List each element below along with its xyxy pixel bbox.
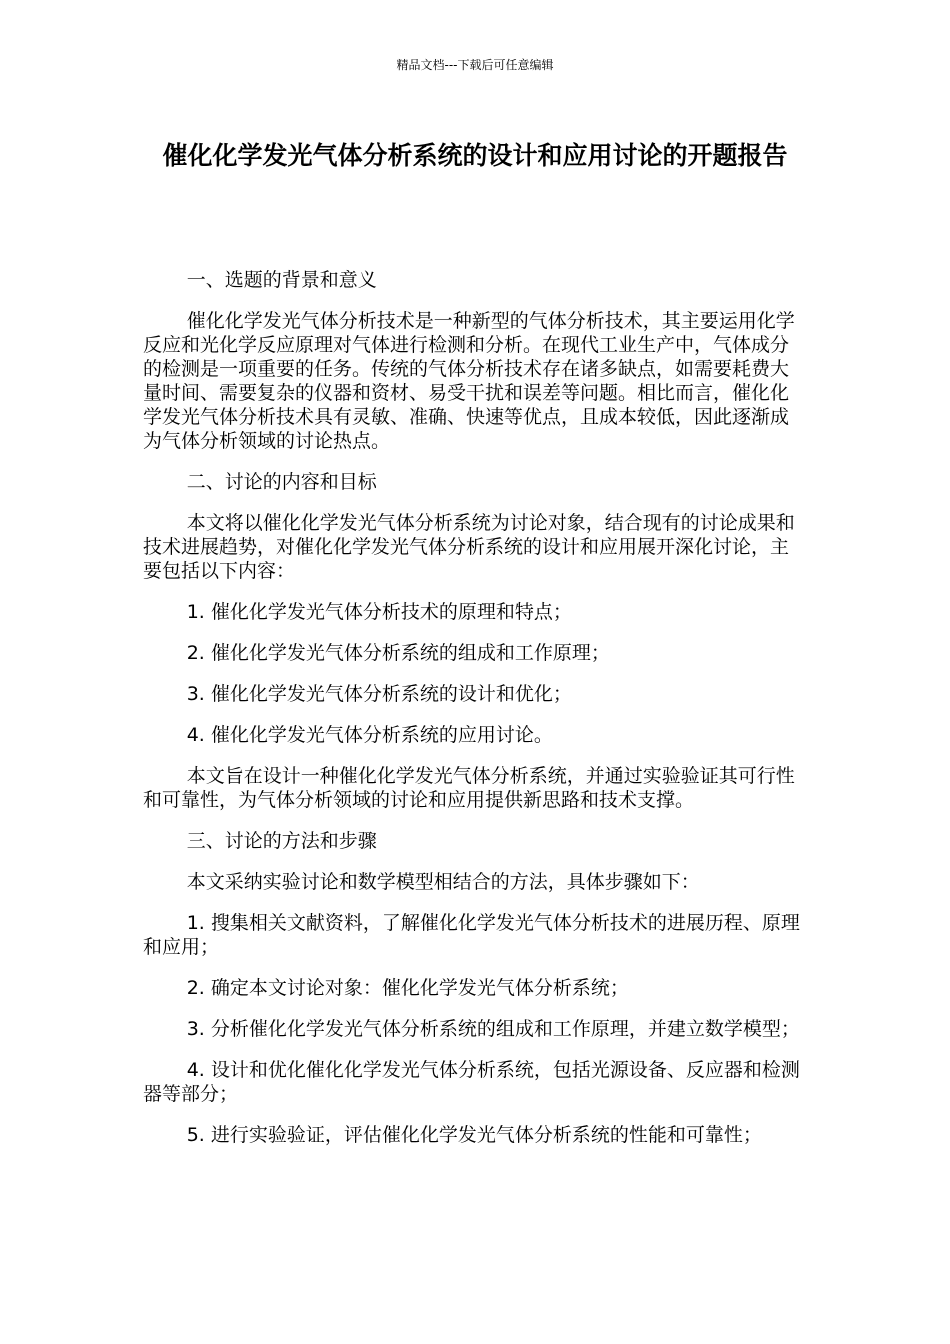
list-item: 3. 分析催化化学发光气体分析系统的组成和工作原理，并建立数学模型；	[186, 1018, 800, 1040]
paragraph-content-intro: 本文将以催化化学发光气体分析系统为讨论对象，结合现有的讨论成果和技术进展趋势，对催化化学发光气体分析系统的设计和应用展开深化讨论，主要包括以下内容：	[143, 512, 795, 582]
section-heading-method: 三、讨论的方法和步骤	[186, 830, 377, 852]
list-item: 4. 催化化学发光气体分析系统的应用讨论。	[186, 724, 553, 746]
list-item: 5. 进行实验验证，评估催化化学发光气体分析系统的性能和可靠性；	[186, 1124, 762, 1146]
page-header: 精品文档---下载后可任意编辑	[396, 58, 554, 72]
list-item: 1. 搜集相关文献资料，了解催化化学发光气体分析技术的进展历程、原理和应用；	[143, 912, 800, 958]
document-title: 催化化学发光气体分析系统的设计和应用讨论的开题报告	[162, 141, 788, 170]
list-item: 2. 催化化学发光气体分析系统的组成和工作原理；	[186, 642, 610, 664]
section-heading-content: 二、讨论的内容和目标	[186, 471, 377, 493]
section-heading-background: 一、选题的背景和意义	[186, 269, 377, 291]
list-item: 3. 催化化学发光气体分析系统的设计和优化；	[186, 683, 572, 705]
list-item: 4. 设计和优化催化化学发光气体分析系统，包括光源设备、反应器和检测器等部分；	[143, 1059, 800, 1105]
list-item: 1. 催化化学发光气体分析技术的原理和特点；	[186, 601, 572, 623]
paragraph-background: 催化化学发光气体分析技术是一种新型的气体分析技术，其主要运用化学反应和光化学反应原理对气体进行检测和分析。在现代工业生产中，气体成分的检测是一项重要的任务。传统的气体分析技术存在诸多缺点，如需要耗费大量时间、需要复杂的仪器和资材、易受干扰和误差等问题。相比而言，催化化学发光气体分析技术具有灵敏、准确、快速等优点，且成本较低，因此逐渐成为气体分析领域的讨论热点。	[143, 310, 795, 452]
paragraph-method-intro: 本文采纳实验讨论和数学模型相结合的方法，具体步骤如下：	[186, 871, 700, 893]
list-item: 2. 确定本文讨论对象：催化化学发光气体分析系统；	[186, 977, 629, 999]
paragraph-goal: 本文旨在设计一种催化化学发光气体分析系统，并通过实验验证其可行性和可靠性，为气体分析领域的讨论和应用提供新思路和技术支撑。	[143, 765, 795, 811]
document-body	[143, 268, 807, 1164]
